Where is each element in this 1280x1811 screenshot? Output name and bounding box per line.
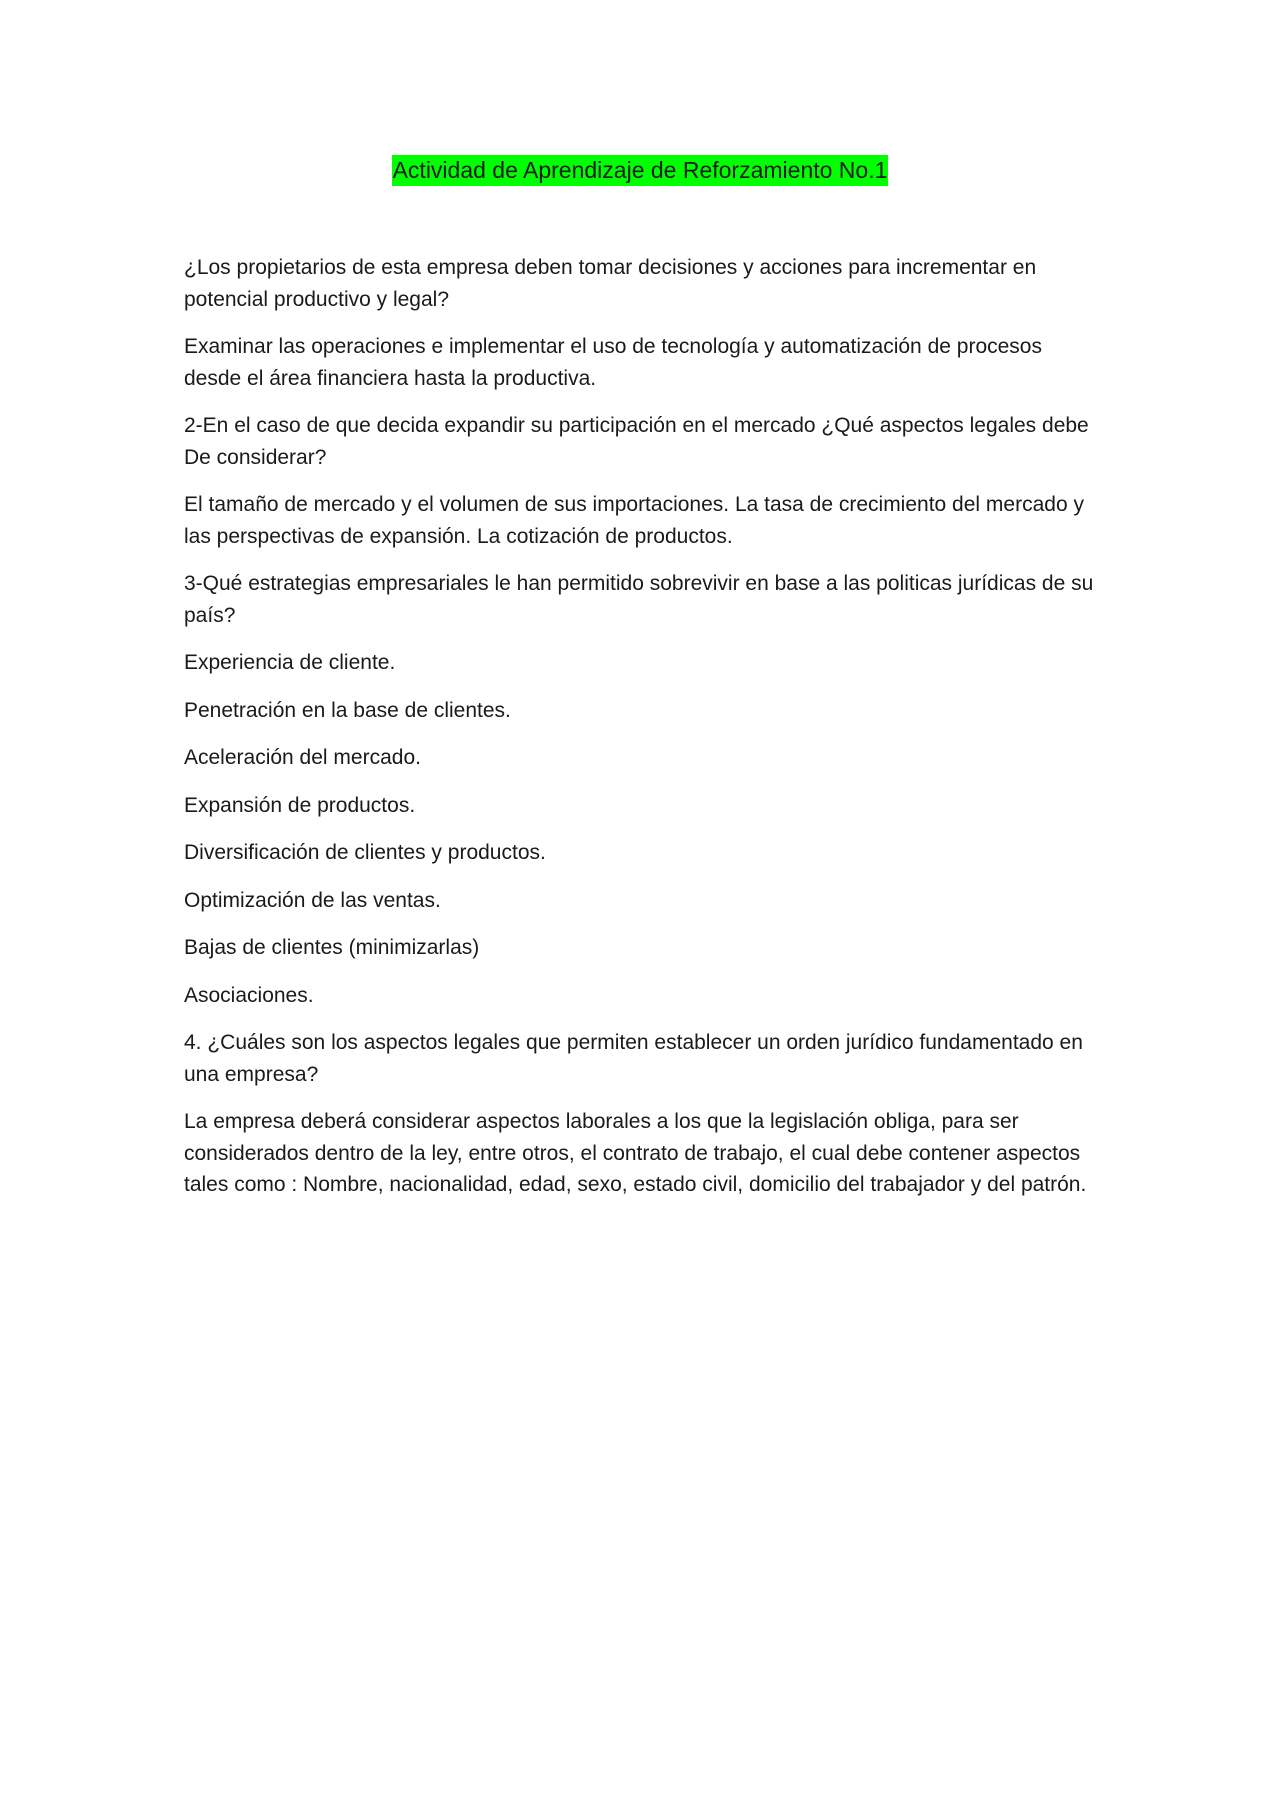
strategy-item: Optimización de las ventas. bbox=[184, 888, 441, 912]
strategy-item: Penetración en la base de clientes. bbox=[184, 698, 511, 722]
answer-2: El tamaño de mercado y el volumen de sus importaciones. La tasa de crecimiento del mercado y las perspectivas de expansión. La cotización de productos. bbox=[184, 493, 1084, 548]
question-4: 4. ¿Cuáles son los aspectos legales que permiten establecer un orden jurídico fundamentado en una empresa? bbox=[184, 1031, 1083, 1086]
strategy-item: Asociaciones. bbox=[184, 983, 314, 1007]
strategy-item: Aceleración del mercado. bbox=[184, 746, 421, 769]
answer-1: Examinar las operaciones e implementar el uso de tecnología y automatización de procesos desde el área financiera hasta la productiva. bbox=[184, 335, 1042, 390]
strategy-item: Diversificación de clientes y productos. bbox=[184, 841, 546, 864]
answer-4: La empresa deberá considerar aspectos laborales a los que la legislación obliga, para ser considerados dentro de la ley, entre otros, el contrato de trabajo, el cual debe contener aspectos tales como : Nombre, nacionalidad, edad, sexo, estado civil, domicilio del trabajador y del patrón. bbox=[184, 1110, 1087, 1196]
strategy-item: Experiencia de cliente. bbox=[184, 651, 396, 674]
document-title: Actividad de Aprendizaje de Reforzamiento No.1 bbox=[392, 155, 889, 186]
question-1: ¿Los propietarios de esta empresa deben tomar decisiones y acciones para incrementar en potencial productivo y legal? bbox=[184, 256, 1037, 311]
title-container bbox=[0, 155, 1280, 186]
question-3: 3-Qué estrategias empresariales le han permitido sobrevivir en base a las politicas jurídicas de su país? bbox=[184, 572, 1094, 627]
document-body bbox=[184, 252, 1104, 1217]
strategy-item: Bajas de clientes (minimizarlas) bbox=[184, 936, 480, 959]
question-2: 2-En el caso de que decida expandir su participación en el mercado ¿Qué aspectos legales debe De considerar? bbox=[184, 414, 1089, 469]
strategy-item: Expansión de productos. bbox=[184, 793, 416, 817]
